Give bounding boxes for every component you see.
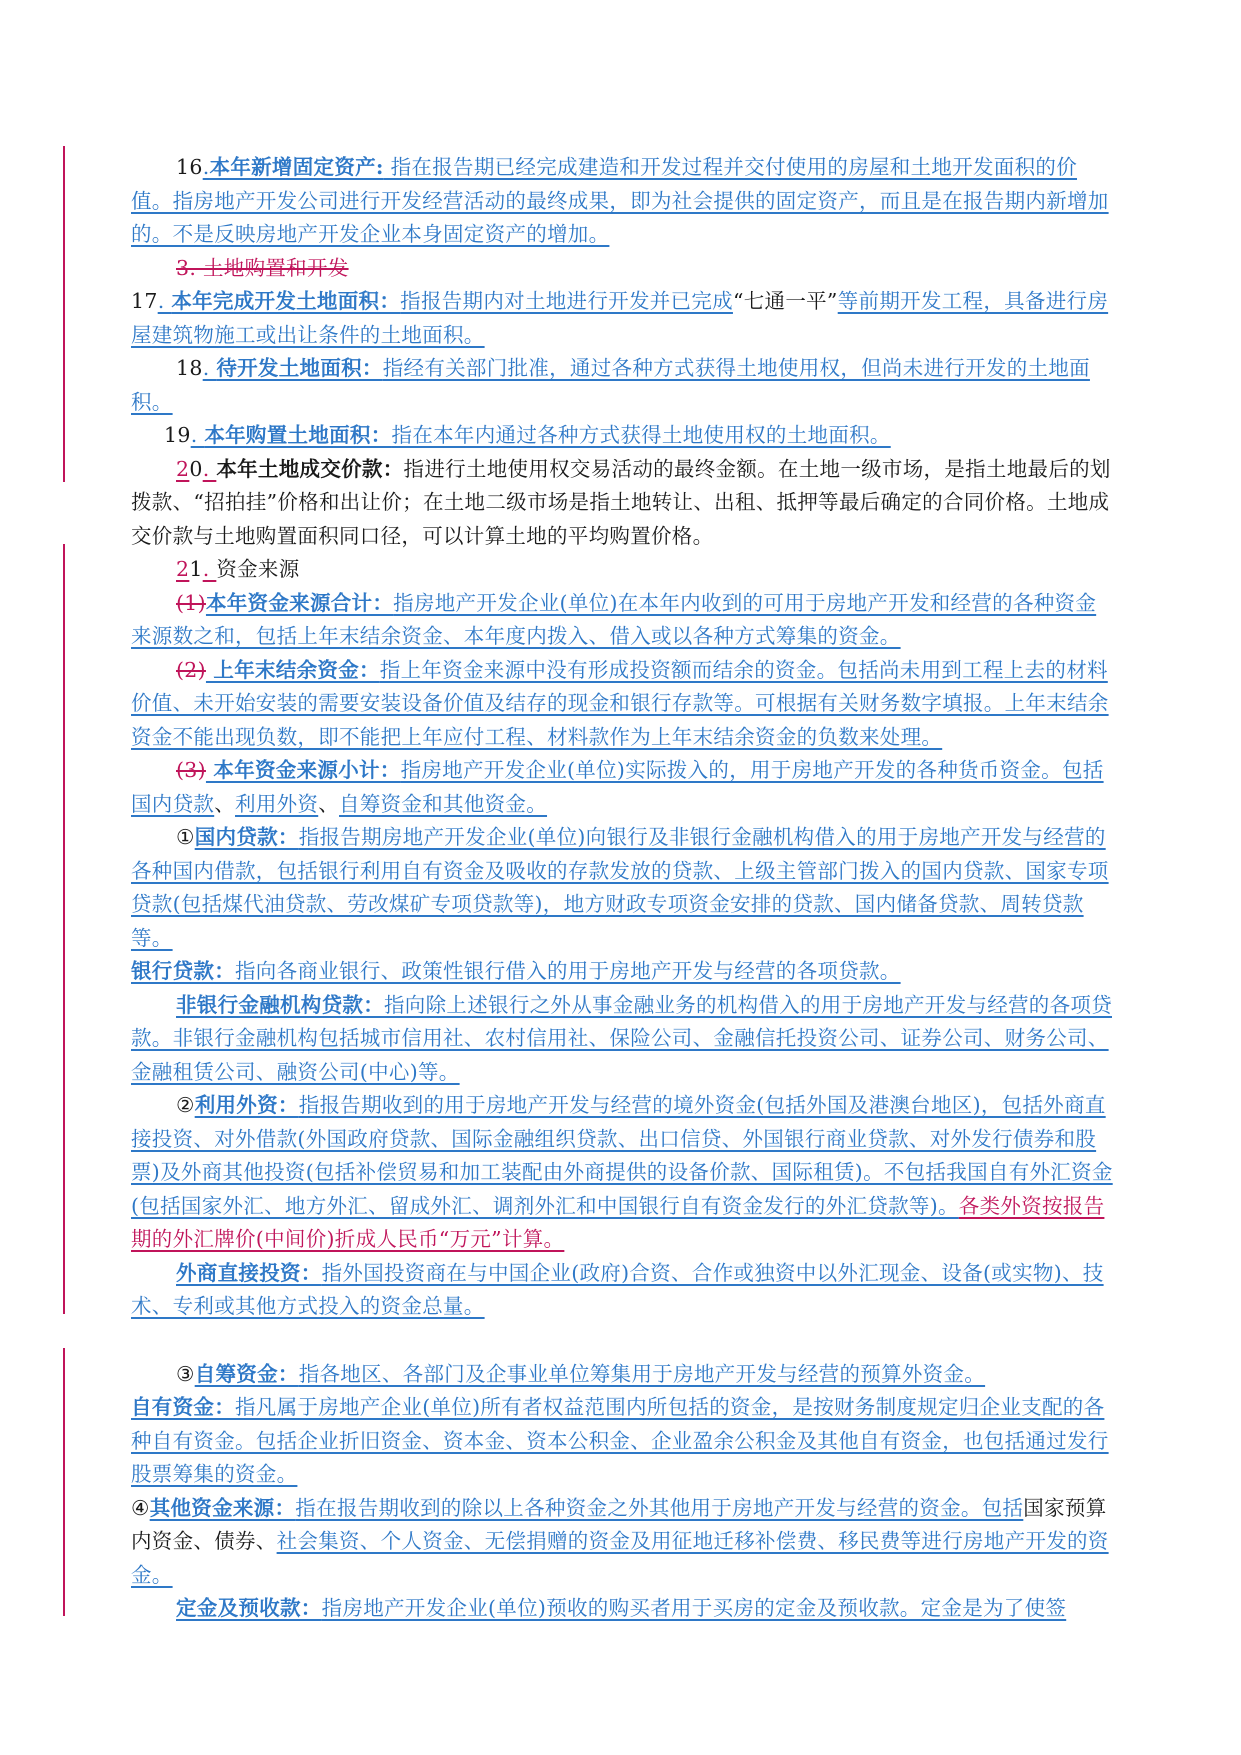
document-body <box>131 151 1115 1626</box>
change-bar <box>63 544 65 1314</box>
subitem-2: (2) 上年末结余资金：指上年资金来源中没有形成投资额而结余的资金。包括尚未用到工程上去的材料价值、未开始安装的需要安装设备价值及结存的现金和银行存款等。可根据有关财务数字填报。上年末结余资金不能出现负数，即不能把上年应付工程、材料款作为上年末结余资金的负数来处理。 <box>131 657 1109 749</box>
subitem-3: (3) 本年资金来源小计：指房地产开发企业(单位)实际拨入的，用于房地产开发的各种货币资金。包括国内贷款、利用外资、自筹资金和其他资金。 <box>131 758 1104 816</box>
term-title: 本年完成开发土地面积： <box>171 289 401 313</box>
spacer <box>131 1324 1115 1358</box>
term-title: 国内贷款： <box>194 825 299 849</box>
change-bar <box>63 146 65 482</box>
item-number: 18 <box>176 356 203 380</box>
term-title: 定金及预收款： <box>176 1596 322 1620</box>
term-title: 待开发土地面积： <box>216 356 383 380</box>
term-title: 本年资金来源小计： <box>205 758 401 782</box>
term-title: 利用外资： <box>194 1093 299 1117</box>
term-title: 本年新增固定资产: <box>209 155 384 179</box>
deposits-and-prepayments: 定金及预收款：指房地产开发企业(单位)预收的购买者用于买房的定金及预收款。定金是为了使签 <box>176 1596 1067 1620</box>
non-bank-loans: 非银行金融机构贷款：指向除上述银行之外从事金融业务的机构借入的用于房地产开发与经营的各项贷款。非银行金融机构包括城市信用社、农村信用社、保险公司、金融信托投资公司、证券公司、财务公司、金融租赁公司、融资公司(中心)等。 <box>131 992 1112 1084</box>
change-bar <box>63 1348 65 1616</box>
category-domestic-loans: ①国内贷款：指报告期房地产开发企业(单位)向银行及非银行金融机构借入的用于房地产开发与经营的各种国内借款，包括银行利用自有资金及吸收的存款发放的贷款、上级主管部门拨入的国内贷款、国家专项贷款(包括煤代油贷款、劳改煤矿专项贷款等)，地方财政专项资金安排的贷款、国内储备贷款、周转贷款等。 <box>131 825 1109 950</box>
term-title: 外商直接投资： <box>176 1260 322 1285</box>
subitem-1: (1)本年资金来源合计：指房地产开发企业(单位)在本年内收到的可用于房地产开发和经营的各种资金来源数之和，包括上年末结余资金、本年度内拨入、借入或以各种方式筹集的资金。 <box>131 590 1097 648</box>
paragraph-20: 20. 本年土地成交价款：指进行土地使用权交易活动的最终金额。在土地一级市场，是指土地最后的划拨款、“招拍挂”价格和出让价；在土地二级市场是指土地转让、出租、抵押等最后确定的合同价格。土地成交价款与土地购置面积同口径，可以计算土地的平均购置价格。 <box>131 456 1111 548</box>
category-other-sources: ④其他资金来源：指在报告期收到的除以上各种资金之外其他用于房地产开发与经营的资金。包括国家预算内资金、债券、社会集资、个人资金、无偿捐赠的资金及用征地迁移补偿费、移民费等进行房地产开发的资金。 <box>131 1495 1109 1587</box>
term-title: 银行贷款： <box>131 959 235 983</box>
foreign-direct-investment: 外商直接投资：指外国投资商在与中国企业(政府)合资、合作或独资中以外汇现金、设备(或实物)、技术、专利或其他方式投入的资金总量。 <box>131 1260 1104 1318</box>
bank-loans: 银行贷款：指向各商业银行、政策性银行借入的用于房地产开发与经营的各项贷款。 <box>131 959 901 983</box>
term-definition: 指在报告期已经完成建造和开发过程并交付使用的房屋和土地开发面积的价值。指房地产开发公司进行开发经营活动的最终成果，即为社会提供的固定资产，而且是在报告期内新增加的。不是反映房地产开发企业本身固定资产的增加。 <box>131 155 1109 246</box>
term-title: 自筹资金： <box>194 1361 299 1386</box>
term-title: 上年末结余资金： <box>205 657 380 682</box>
category-foreign-capital: ②利用外资：指报告期收到的用于房地产开发与经营的境外资金(包括外国及港澳台地区)，包括外商直接投资、对外借款(外国政府贷款、国际金融组织贷款、出口信贷、外国银行商业贷款、对外发行债券和股票)及外商其他投资(包括补偿贸易和加工装配由外商提供的设备价款、国际租赁)。不包括我国自有外汇资金(包括国家外汇、地方外汇、留成外汇、调剂外汇和中国银行自有资金发行的外汇贷款等)。各类外资按报告期的外汇牌价(中间价)折成人民币“万元”计算。 <box>131 1093 1113 1251</box>
own-funds: 自有资金：指凡属于房地产企业(单位)所有者权益范围内所包括的资金，是按财务制度规定归企业支配的各种自有资金。包括企业折旧资金、资本金、资本公积金、企业盈余公积金及其他自有资金，也包括通过发行股票筹集的资金。 <box>131 1395 1109 1486</box>
term-title: 自有资金： <box>131 1395 235 1419</box>
section-title: 资金来源 <box>216 557 300 581</box>
category-self-raised-funds: ③自筹资金：指各地区、各部门及企事业单位筹集用于房地产开发与经营的预算外资金。 <box>176 1361 986 1386</box>
paragraph-21: 21. 资金来源 <box>176 557 300 581</box>
term-title: 非银行金融机构贷款： <box>176 992 384 1017</box>
paragraph-17: 17. 本年完成开发土地面积：指报告期内对土地进行开发并已完成“七通一平”等前期开发工程，具备进行房屋建筑物施工或出让条件的土地面积。 <box>131 289 1109 347</box>
item-number: 16 <box>176 155 203 179</box>
item-number: 19 <box>164 423 191 447</box>
paragraph-18: 18. 待开发土地面积：指经有关部门批准，通过各种方式获得土地使用权，但尚未进行开发的土地面积。 <box>131 356 1090 414</box>
paragraph-19: 19. 本年购置土地面积：指在本年内通过各种方式获得土地使用权的土地面积。 <box>164 423 891 447</box>
deleted-heading: 3. 土地购置和开发 <box>176 255 349 280</box>
term-title: 本年资金来源合计： <box>205 590 394 615</box>
term-title: 本年购置土地面积： <box>204 423 392 447</box>
term-title: 本年土地成交价款： <box>216 456 404 481</box>
paragraph-16: 16.本年新增固定资产: 指在报告期已经完成建造和开发过程并交付使用的房屋和土地开发面积的价值。指房地产开发公司进行开发经营活动的最终成果，即为社会提供的固定资产，而且是在报告期内新增加的。不是反映房地产开发企业本身固定资产的增加。 <box>131 155 1109 246</box>
term-title: 其他资金来源： <box>149 1495 296 1520</box>
item-number: 17 <box>131 289 158 313</box>
